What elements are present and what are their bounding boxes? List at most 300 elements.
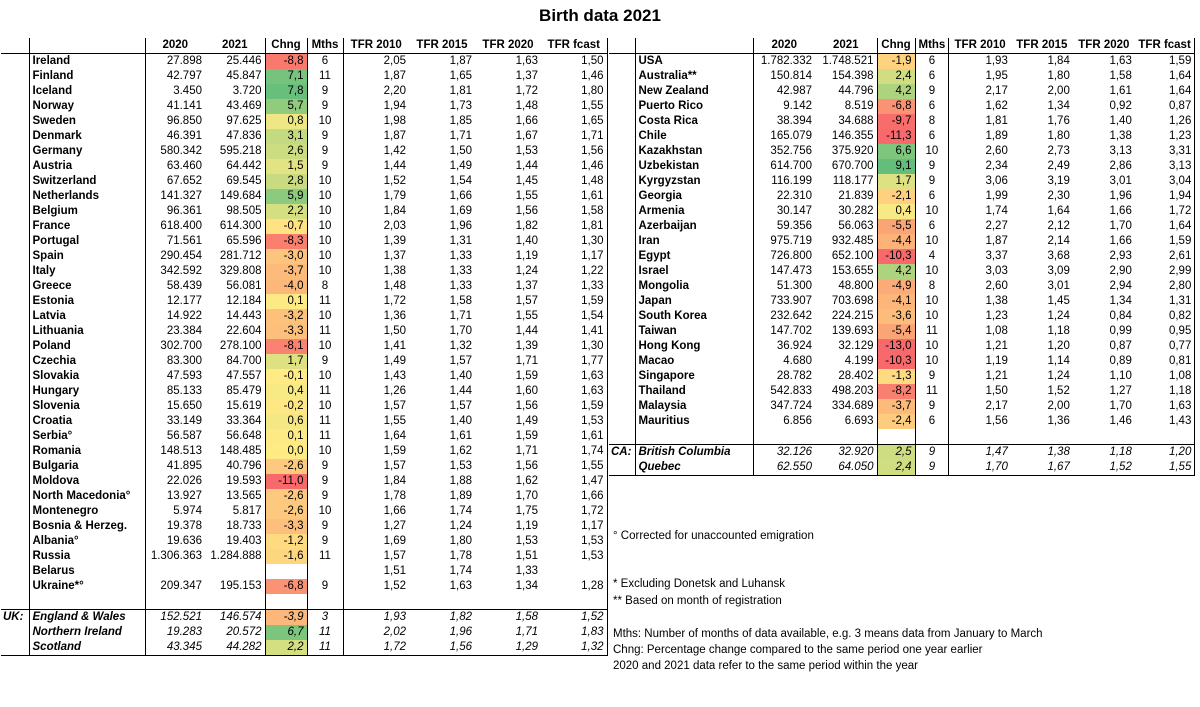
cell-tfr2020: 0,87 <box>1109 340 1132 352</box>
cell-v2021: 14.443 <box>226 310 262 322</box>
cell-chng: -2,6 <box>265 489 307 504</box>
row-spacer <box>1 174 29 189</box>
cell-mths: 10 <box>307 399 343 414</box>
cell-v2021: 1.284.888 <box>210 550 262 562</box>
cell-tfrfcast: 1,59 <box>541 294 607 309</box>
cell-country: Bulgaria <box>29 459 145 474</box>
cell-v2020: 47.593 <box>166 370 202 382</box>
cell-tfr2010: 1,98 <box>383 115 406 127</box>
cell-v2020: 347.724 <box>770 400 812 412</box>
cell-chng: -4,0 <box>265 279 307 294</box>
cell-mths: 9 <box>915 174 949 189</box>
cell-v2021: 18.733 <box>226 520 262 532</box>
cell-v2021: 278.100 <box>219 340 262 352</box>
cell-tfr2020: 1,63 <box>1109 55 1132 67</box>
cell-tfr2010: 1,93 <box>343 610 409 626</box>
cell-tfrfcast: 1,63 <box>541 384 607 399</box>
cell-country: Costa Rica <box>635 114 753 129</box>
cell-tfr2015: 1,96 <box>449 220 472 232</box>
table-row <box>1 204 607 219</box>
cell-tfr2010: 1,94 <box>383 100 406 112</box>
cell-mths <box>307 564 343 579</box>
cell-v2021: 12.184 <box>226 295 262 307</box>
table-row <box>609 249 1195 264</box>
cell-country: Thailand <box>635 384 753 399</box>
cell-v2020: 147.473 <box>770 265 812 277</box>
cell-mths: 9 <box>307 144 343 159</box>
cell-v2021: 334.689 <box>831 400 874 412</box>
cell-tfr2015: 1,71 <box>449 310 472 322</box>
cell-chng: 7,8 <box>265 84 307 99</box>
cell-tfr2020: 1,66 <box>515 115 538 127</box>
cell-v2021: 13.565 <box>226 490 262 502</box>
cell-mths: 10 <box>307 234 343 249</box>
cell-v2020: 302.700 <box>160 340 202 352</box>
cell-v2020: 30.147 <box>776 205 812 217</box>
cell-mths: 11 <box>307 414 343 429</box>
cell-tfr2010: 1,21 <box>985 370 1008 382</box>
cell-mths: 10 <box>307 204 343 219</box>
empty-cell <box>475 594 541 610</box>
cell-tfr2020: 1,96 <box>1109 190 1132 202</box>
cell-tfr2010: 1,42 <box>383 145 406 157</box>
cell-chng: -6,8 <box>265 579 307 594</box>
cell-v2021: 149.684 <box>219 190 262 202</box>
cell-chng: -1,9 <box>877 54 915 70</box>
cell-chng: -3,7 <box>265 264 307 279</box>
note-month-registration: ** Based on month of registration <box>613 595 782 607</box>
cell-mths: 10 <box>915 204 949 219</box>
cell-tfrfcast: 1,63 <box>541 369 607 384</box>
cell-country: Chile <box>635 129 753 144</box>
cell-tfrfcast: 2,80 <box>1135 279 1195 294</box>
cell-v2020: 23.384 <box>166 325 202 337</box>
table-row <box>1 69 607 84</box>
row-spacer <box>1 219 29 234</box>
cell-tfr2020: 1,66 <box>1109 205 1132 217</box>
header-tfr2020: TFR 2020 <box>1073 38 1135 54</box>
cell-country: Latvia <box>29 309 145 324</box>
cell-chng: 2,4 <box>877 69 915 84</box>
cell-tfr2010: 1,08 <box>985 325 1008 337</box>
header-v2020: 2020 <box>145 38 205 54</box>
cell-tfr2020: 1,63 <box>515 55 538 67</box>
cell-tfr2015: 1,70 <box>449 325 472 337</box>
cell-mths: 9 <box>915 445 949 461</box>
cell-tfr2020: 1,45 <box>515 175 538 187</box>
cell-v2021: 32.920 <box>815 445 877 461</box>
cell-tfrfcast: 1,32 <box>541 640 607 656</box>
cell-tfr2010: 2,34 <box>985 160 1008 172</box>
cell-tfr2010: 1,21 <box>985 340 1008 352</box>
cell-country: England & Wales <box>29 610 145 626</box>
cell-country: Germany <box>29 144 145 159</box>
cell-tfr2015: 1,40 <box>449 415 472 427</box>
cell-tfr2015: 1,32 <box>449 340 472 352</box>
cell-tfr2010: 1,39 <box>383 235 406 247</box>
row-spacer <box>609 324 635 339</box>
cell-chng: 2,2 <box>265 204 307 219</box>
cell-tfr2015: 1,96 <box>449 626 472 638</box>
cell-v2021: 224.215 <box>831 310 874 322</box>
cell-v2021: 139.693 <box>831 325 874 337</box>
cell-tfr2020: 1,66 <box>1109 235 1132 247</box>
cell-country: Spain <box>29 249 145 264</box>
cell-tfr2010: 1,57 <box>383 400 406 412</box>
cell-tfr2015: 1,53 <box>449 460 472 472</box>
cell-tfr2020: 1,24 <box>515 265 538 277</box>
cell-chng: 0,1 <box>265 294 307 309</box>
cell-tfrfcast: 1,43 <box>1135 414 1195 429</box>
empty-cell <box>541 594 607 610</box>
cell-tfr2020: 1,29 <box>475 640 541 656</box>
row-spacer <box>609 69 635 84</box>
cell-tfrfcast: 1,72 <box>1135 204 1195 219</box>
cell-chng: -3,7 <box>877 399 915 414</box>
header-tfr2015: TFR 2015 <box>1011 38 1073 54</box>
cell-tfrfcast: 1,47 <box>541 474 607 489</box>
cell-tfr2020: 1,71 <box>515 355 538 367</box>
cell-v2020: 290.454 <box>160 250 202 262</box>
cell-tfr2020: 2,86 <box>1109 160 1132 172</box>
header-v2020: 2020 <box>753 38 815 54</box>
cell-chng: -2,6 <box>265 504 307 519</box>
cell-v2020: 6.856 <box>783 415 812 427</box>
cell-tfr2015: 1,61 <box>449 430 472 442</box>
cell-v2021: 47.557 <box>226 370 262 382</box>
table-row <box>609 384 1195 399</box>
cell-mths: 8 <box>307 279 343 294</box>
cell-country: Austria <box>29 159 145 174</box>
cell-tfr2010: 1,87 <box>383 130 406 142</box>
cell-chng: -11,3 <box>877 129 915 144</box>
header-tfr2010: TFR 2010 <box>343 38 409 54</box>
cell-v2021: 5.817 <box>232 505 262 517</box>
cell-tfrfcast: 1,46 <box>541 159 607 174</box>
cell-chng: -3,3 <box>265 519 307 534</box>
cell-v2020: 580.342 <box>160 145 202 157</box>
cell-tfr2010: 2,02 <box>383 626 406 638</box>
cell-tfrfcast: 1,30 <box>541 234 607 249</box>
table-row <box>609 369 1195 384</box>
cell-tfr2010: 1,43 <box>383 370 406 382</box>
cell-tfr2020: 1,61 <box>1109 85 1132 97</box>
cell-mths: 10 <box>915 294 949 309</box>
table-row <box>609 339 1195 354</box>
cell-tfr2010: 1,69 <box>383 535 406 547</box>
cell-tfr2015: 1,74 <box>449 565 472 577</box>
table-row <box>609 414 1195 429</box>
row-spacer <box>609 384 635 399</box>
cell-tfrfcast: 1,64 <box>1135 69 1195 84</box>
cell-tfr2010: 1,56 <box>985 415 1008 427</box>
cell-tfr2015: 1,62 <box>449 445 472 457</box>
cell-tfrfcast: 1,72 <box>541 504 607 519</box>
table-row <box>1 294 607 309</box>
cell-country: Albania° <box>29 534 145 549</box>
cell-tfr2010: 1,55 <box>383 415 406 427</box>
spacer-row <box>1 594 607 610</box>
cell-country: Portugal <box>29 234 145 249</box>
row-spacer <box>1 204 29 219</box>
cell-v2020: 58.439 <box>166 280 202 292</box>
cell-country: Norway <box>29 99 145 114</box>
cell-tfr2015: 1,78 <box>449 550 472 562</box>
note-excluding: * Excluding Donetsk and Luhansk <box>613 578 785 590</box>
table-row <box>1 354 607 369</box>
table-row <box>1 564 607 579</box>
spacer-row <box>609 429 1195 445</box>
cell-country: Greece <box>29 279 145 294</box>
cell-mths: 6 <box>915 189 949 204</box>
table-row <box>1 159 607 174</box>
cell-v2021: 48.800 <box>838 280 874 292</box>
cell-country: Malaysia <box>635 399 753 414</box>
cell-tfr2020: 1,10 <box>1109 370 1132 382</box>
cell-tfr2010: 1,95 <box>985 70 1008 82</box>
cell-tfr2020: 1,70 <box>1109 400 1132 412</box>
table-row <box>609 399 1195 414</box>
cell-mths: 10 <box>307 249 343 264</box>
row-spacer <box>609 234 635 249</box>
cell-tfrfcast: 1,80 <box>541 84 607 99</box>
cell-country: Czechia <box>29 354 145 369</box>
cell-v2020: 19.636 <box>166 535 202 547</box>
cell-mths: 9 <box>307 129 343 144</box>
cell-tfr2020: 1,51 <box>515 550 538 562</box>
cell-tfr2015: 2,30 <box>1047 190 1070 202</box>
cell-mths: 9 <box>307 489 343 504</box>
cell-country: Estonia <box>29 294 145 309</box>
cell-country: Northern Ireland <box>29 625 145 640</box>
cell-v2021: 1.748.521 <box>822 55 874 67</box>
header-row <box>609 38 1195 54</box>
table-row <box>1 114 607 129</box>
cell-country: British Columbia <box>635 445 753 461</box>
cell-v2021: 375.920 <box>831 145 874 157</box>
cell-v2021: 98.505 <box>226 205 262 217</box>
cell-tfrfcast <box>541 564 607 579</box>
cell-v2021: 595.218 <box>219 145 262 157</box>
cell-v2020: 96.850 <box>166 115 202 127</box>
cell-tfr2015: 1,80 <box>1047 70 1070 82</box>
table-row <box>609 174 1195 189</box>
header-spacer <box>609 38 635 54</box>
cell-tfr2010: 1,23 <box>985 310 1008 322</box>
empty-cell <box>949 429 1011 445</box>
note-chng: Chng: Percentage change compared to the same period one year earlier <box>613 644 983 656</box>
ca-row <box>609 460 1195 476</box>
cell-v2021: 65.596 <box>226 235 262 247</box>
cell-chng: 6,7 <box>265 625 307 640</box>
cell-country: Moldova <box>29 474 145 489</box>
cell-country: New Zealand <box>635 84 753 99</box>
cell-chng: -8,2 <box>877 384 915 399</box>
cell-tfr2010: 1,84 <box>383 205 406 217</box>
cell-tfr2015: 1,18 <box>1047 325 1070 337</box>
cell-mths: 10 <box>307 369 343 384</box>
cell-tfr2020: 1,19 <box>515 520 538 532</box>
cell-tfrfcast: 1,83 <box>541 625 607 640</box>
table-row <box>609 114 1195 129</box>
cell-chng: -2,6 <box>265 459 307 474</box>
row-spacer <box>1 534 29 549</box>
row-spacer <box>1 625 29 640</box>
cell-tfrfcast: 1,17 <box>541 519 607 534</box>
header-v2021: 2021 <box>815 38 877 54</box>
cell-chng: -1,6 <box>265 549 307 564</box>
cell-v2021: 118.177 <box>832 175 874 187</box>
cell-tfrfcast: 1,53 <box>541 414 607 429</box>
cell-chng: -8,8 <box>265 54 307 70</box>
cell-tfr2015: 1,80 <box>1047 130 1070 142</box>
cell-tfr2015: 1,73 <box>449 100 472 112</box>
cell-mths: 9 <box>307 519 343 534</box>
cell-tfr2015: 1,88 <box>449 475 472 487</box>
row-spacer <box>609 204 635 219</box>
empty-cell <box>915 429 949 445</box>
cell-mths: 8 <box>915 114 949 129</box>
empty-cell <box>815 429 877 445</box>
cell-tfr2010: 1,72 <box>383 295 406 307</box>
cell-tfr2020: 1,52 <box>1073 460 1135 476</box>
table-row <box>1 414 607 429</box>
table-row <box>609 234 1195 249</box>
cell-mths: 11 <box>307 294 343 309</box>
table-row <box>1 279 607 294</box>
cell-tfrfcast: 1,28 <box>541 579 607 594</box>
cell-v2020: 32.126 <box>753 445 815 461</box>
cell-tfr2015: 1,85 <box>449 115 472 127</box>
cell-tfr2015: 1,87 <box>449 55 472 67</box>
row-spacer <box>1 504 29 519</box>
cell-v2020: 542.833 <box>770 385 812 397</box>
cell-tfr2010: 2,05 <box>383 55 406 67</box>
cell-country: Slovakia <box>29 369 145 384</box>
row-spacer <box>1 279 29 294</box>
empty-cell <box>1073 429 1135 445</box>
cell-mths: 10 <box>915 339 949 354</box>
cell-chng: -0,2 <box>265 399 307 414</box>
cell-tfr2020: 1,40 <box>515 235 538 247</box>
header-tfr2015: TFR 2015 <box>409 38 475 54</box>
uk-row <box>1 640 607 656</box>
table-row <box>609 69 1195 84</box>
cell-v2021: 64.050 <box>815 460 877 476</box>
cell-v2021: 652.100 <box>831 250 874 262</box>
cell-tfr2020: 1,82 <box>515 220 538 232</box>
cell-country: Iran <box>635 234 753 249</box>
cell-chng: 9,1 <box>877 159 915 174</box>
cell-v2020: 51.300 <box>776 280 812 292</box>
empty-cell <box>1135 429 1195 445</box>
cell-v2021: 6.693 <box>844 415 874 427</box>
cell-chng: -8,1 <box>265 339 307 354</box>
row-spacer <box>609 99 635 114</box>
cell-v2021: 44.796 <box>838 85 874 97</box>
cell-v2020: 38.394 <box>776 115 812 127</box>
cell-chng: -10,3 <box>877 249 915 264</box>
cell-chng: -1,3 <box>877 369 915 384</box>
header-tfrfcast: TFR fcast <box>1135 38 1195 54</box>
row-spacer <box>1 579 29 594</box>
table-row <box>1 549 607 564</box>
cell-country: Armenia <box>635 204 753 219</box>
cell-tfrfcast: 1,30 <box>541 339 607 354</box>
row-spacer <box>609 189 635 204</box>
header-chng: Chng <box>265 38 307 54</box>
row-spacer <box>1 489 29 504</box>
cell-v2020: 726.800 <box>770 250 812 262</box>
cell-tfrfcast: 1,50 <box>541 54 607 70</box>
cell-tfr2020: 1,72 <box>515 85 538 97</box>
cell-tfr2010: 2,60 <box>985 280 1008 292</box>
empty-cell <box>307 594 343 610</box>
note-period: 2020 and 2021 data refer to the same period within the year <box>613 660 918 672</box>
cell-tfr2010: 1,89 <box>985 130 1008 142</box>
cell-tfr2015: 1,67 <box>1011 460 1073 476</box>
cell-tfr2020: 1,37 <box>515 70 538 82</box>
uk-row <box>1 625 607 640</box>
cell-v2020: 232.642 <box>770 310 812 322</box>
table-row <box>609 84 1195 99</box>
cell-tfrfcast: 1,33 <box>541 279 607 294</box>
cell-chng: -11,0 <box>265 474 307 489</box>
cell-tfr2010: 3,03 <box>985 265 1008 277</box>
header-chng: Chng <box>877 38 915 54</box>
cell-chng <box>265 564 307 579</box>
cell-tfrfcast: 1,56 <box>541 144 607 159</box>
cell-mths: 10 <box>307 339 343 354</box>
cell-tfrfcast: 1,17 <box>541 249 607 264</box>
cell-tfr2020: 1,40 <box>1109 115 1132 127</box>
cell-tfr2015: 1,65 <box>449 70 472 82</box>
cell-v2020: 1.306.363 <box>150 550 202 562</box>
cell-country: Australia** <box>635 69 753 84</box>
cell-v2021: 69.545 <box>226 175 262 187</box>
cell-v2020 <box>145 564 205 579</box>
table-row <box>1 504 607 519</box>
cell-tfrfcast: 1,59 <box>1135 234 1195 249</box>
table-row <box>1 309 607 324</box>
table-row <box>1 129 607 144</box>
cell-tfr2015: 1,45 <box>1047 295 1070 307</box>
row-spacer <box>1 264 29 279</box>
empty-cell <box>409 594 475 610</box>
cell-v2020: 67.652 <box>166 175 202 187</box>
cell-tfrfcast: 1,71 <box>541 129 607 144</box>
table-row <box>1 384 607 399</box>
cell-chng: 6,6 <box>877 144 915 159</box>
cell-mths: 9 <box>307 84 343 99</box>
cell-v2021: 34.688 <box>838 115 874 127</box>
cell-tfr2020: 1,70 <box>515 490 538 502</box>
empty-cell <box>877 429 915 445</box>
cell-tfr2015: 1,58 <box>449 295 472 307</box>
cell-country: Israel <box>635 264 753 279</box>
cell-v2021: 30.282 <box>838 205 874 217</box>
row-spacer <box>1 99 29 114</box>
cell-v2020: 85.133 <box>166 385 202 397</box>
cell-tfr2010: 1,44 <box>383 160 406 172</box>
row-spacer <box>1 189 29 204</box>
cell-mths: 10 <box>915 354 949 369</box>
cell-tfr2015: 1,54 <box>449 175 472 187</box>
header-mths: Mths <box>307 38 343 54</box>
cell-country: Italy <box>29 264 145 279</box>
cell-country: South Korea <box>635 309 753 324</box>
cell-v2021: 20.572 <box>226 626 262 638</box>
